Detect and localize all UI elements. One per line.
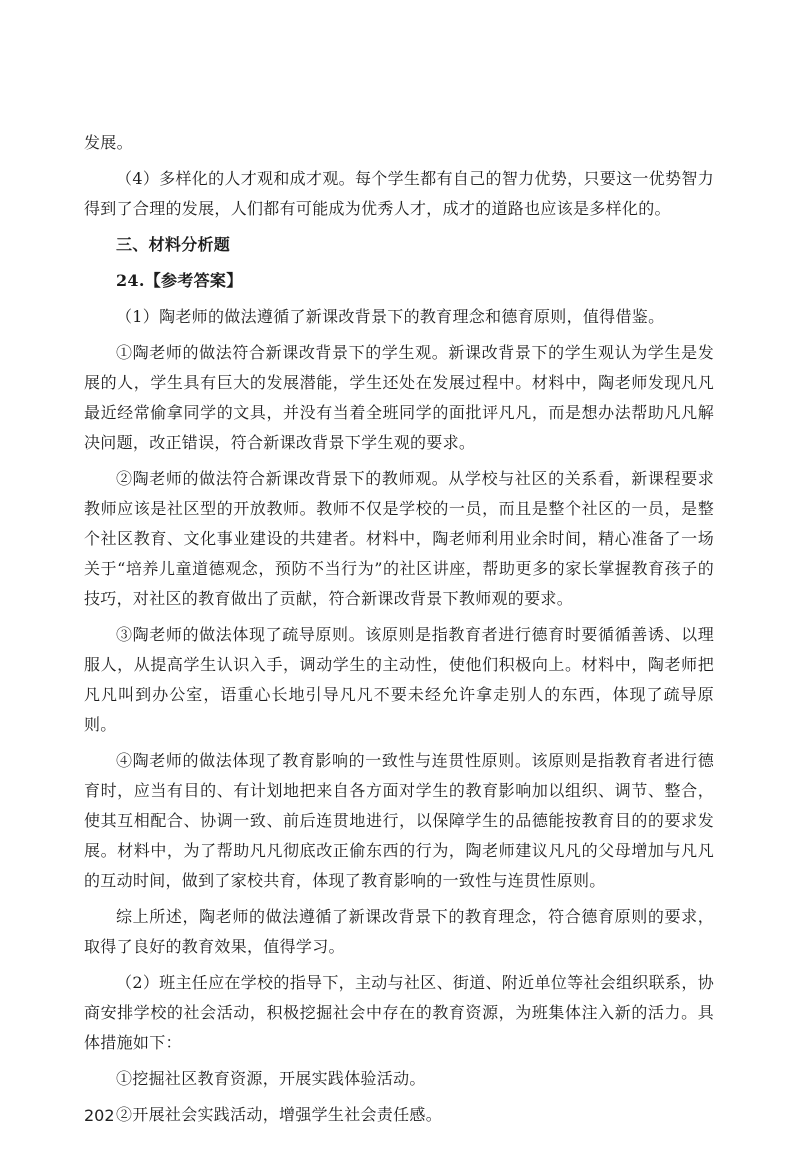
paragraph-measure-2: ②开展社会实践活动，增强学生社会责任感。 bbox=[116, 1105, 443, 1124]
paragraph-guidance-principle: ③陶老师的做法体现了疏导原则。该原则是指教育者进行德育时要循循善诱、以理服人，从提高学生认识入手，调动学生的主动性，使他们积极向上。材料中，陶老师把凡凡叫到办公室，语重心长地引导凡凡不要未经允许拿走别人的东西，体现了疏导原则。 bbox=[84, 625, 714, 734]
page-body bbox=[84, 128, 714, 1130]
section-heading: 三、材料分析题 bbox=[116, 235, 231, 254]
paragraph-consistency-principle: ④陶老师的做法体现了教育影响的一致性与连贯性原则。该原则是指教育者进行德育时，应当有目的、有计划地把来自各方面对学生的教育影响加以组织、调节、整合，使其互相配合、协调一致、前后连贯地进行，以保障学生的品德能按教育目的的要求发展。材料中，为了帮助凡凡彻底改正偷东西的行为，陶老师建议凡凡的父母增加与凡凡的互动时间，做到了家校共育，体现了教育影响的一致性与连贯性原则。 bbox=[84, 751, 714, 890]
page-number: 202 bbox=[84, 1106, 115, 1125]
paragraph-summary: 综上所述，陶老师的做法遵循了新课改背景下的教育理念，符合德育原则的要求，取得了良好的教育效果，值得学习。 bbox=[84, 907, 714, 956]
paragraph-teacher-view: ②陶老师的做法符合新课改背景下的教师观。从学校与社区的关系看，新课程要求教师应该是社区型的开放教师。教师不仅是学校的一员，而且是整个社区的一员，是整个社区教育、文化事业建设的共建者。材料中，陶老师利用业余时间，精心准备了一场关于“培养儿童道德观念，预防不当行为”的社区讲座，帮助更多的家长掌握教育孩子的技巧，对社区的教育做出了贡献，符合新课改背景下教师观的要求。 bbox=[84, 469, 714, 608]
paragraph-answer-part1-intro: （1）陶老师的做法遵循了新课改背景下的教育理念和德育原则，值得借鉴。 bbox=[116, 307, 665, 326]
paragraph-diverse-talent-view: （4）多样化的人才观和成才观。每个学生都有自己的智力优势，只要这一优势智力得到了合理的发展，人们都有可能成为优秀人才，成才的道路也应该是多样化的。 bbox=[84, 169, 714, 218]
paragraph-student-view: ①陶老师的做法符合新课改背景下的学生观。新课改背景下的学生观认为学生是发展的人，学生具有巨大的发展潜能，学生还处在发展过程中。材料中，陶老师发现凡凡最近经常偷拿同学的文具，并没有当着全班同学的面批评凡凡，而是想办法帮助凡凡解决问题，改正错误，符合新课改背景下学生观的要求。 bbox=[84, 343, 714, 452]
paragraph-answer-part2-intro: （2）班主任应在学校的指导下，主动与社区、街道、附近单位等社会组织联系，协商安排学校的社会活动，积极挖掘社会中存在的教育资源，为班集体注入新的活力。具体措施如下： bbox=[84, 973, 714, 1052]
paragraph-continuation: 发展。 bbox=[84, 133, 133, 152]
paragraph-measure-1: ①挖掘社区教育资源，开展实践体验活动。 bbox=[116, 1069, 426, 1088]
question-answer-label: 24.【参考答案】 bbox=[116, 271, 243, 290]
